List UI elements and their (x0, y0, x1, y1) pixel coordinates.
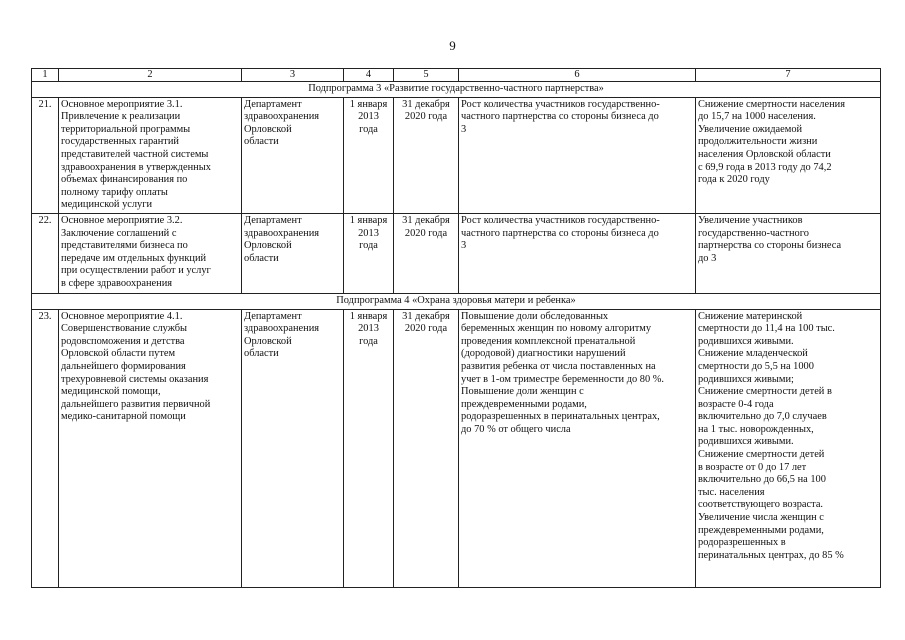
effect-cell: Снижение смертности населения до 15,7 на 1000 населения. Увеличение ожидаемой продолжительности жизни населения Орловской области с 69,9 года в 2013 году до 74,2 года к 2020 году (696, 97, 881, 213)
section-title: Подпрограмма 4 «Охрана здоровья матери и ребенка» (32, 293, 881, 309)
row-number: 21. (32, 97, 59, 213)
section-title: Подпрограмма 3 «Развитие государственно-частного партнерства» (32, 82, 881, 98)
result-cell: Рост количества участников государственно- частного партнерства со стороны бизнеса до 3 (459, 97, 696, 213)
executor-cell: Департамент здравоохранения Орловской области (242, 213, 344, 293)
start-date-cell: 1 января 2013 года (344, 309, 394, 587)
effect-cell: Снижение материнской смертности до 11,4 на 100 тыс. родившихся живыми. Снижение младенческой смертности до 5,5 на 1000 родившихся живыми; Снижение смертности детей в возрасте 0-4 года включительно до 7,0 случаев на 1 тыс. новорожденных, родившихся живыми. Снижение смертности детей в возрасте от 0 до 17 лет включительно до 66,5 на 100 тыс. населения соответствующего возраста. Увеличение числа женщин с преждевременными родами, родоразрешенных в перинатальных центрах, до 85 % (696, 309, 881, 587)
column-number-row (32, 69, 881, 82)
row-number: 22. (32, 213, 59, 293)
column-header: 6 (459, 69, 696, 82)
table-row (32, 97, 881, 213)
column-header: 2 (59, 69, 242, 82)
row-number: 23. (32, 309, 59, 587)
column-header: 7 (696, 69, 881, 82)
column-header: 1 (32, 69, 59, 82)
table-row (32, 309, 881, 587)
start-date-cell: 1 января 2013 года (344, 213, 394, 293)
effect-cell: Увеличение участников государственно-частного партнерства со стороны бизнеса до 3 (696, 213, 881, 293)
result-cell: Повышение доли обследованных беременных женщин по новому алгоритму проведения комплексной пренатальной (дородовой) диагностики нарушений развития ребенка от числа поставленных на учет в 1-ом триместре беременности до 80 %. Повышение доли женщин с преждевременными родами, родоразрешенных в перинатальных центрах, до 70 % от общего числа (459, 309, 696, 587)
executor-cell: Департамент здравоохранения Орловской области (242, 309, 344, 587)
section-row (32, 293, 881, 309)
end-date-cell: 31 декабря 2020 года (394, 97, 459, 213)
start-date-cell: 1 января 2013 года (344, 97, 394, 213)
page-number: 9 (449, 38, 456, 53)
table-row (32, 213, 881, 293)
program-table (31, 68, 881, 588)
column-header: 5 (394, 69, 459, 82)
column-header: 4 (344, 69, 394, 82)
executor-cell: Департамент здравоохранения Орловской области (242, 97, 344, 213)
event-cell: Основное мероприятие 3.2. Заключение соглашений с представителями бизнеса по передаче им отдельных функций при осуществлении работ и услуг в сфере здравоохранения (59, 213, 242, 293)
end-date-cell: 31 декабря 2020 года (394, 309, 459, 587)
column-header: 3 (242, 69, 344, 82)
section-row (32, 82, 881, 98)
event-cell: Основное мероприятие 3.1. Привлечение к реализации территориальной программы государственных гарантий представителей частной системы здравоохранения в утвержденных объемах финансирования по полному тарифу оплаты медицинской услуги (59, 97, 242, 213)
result-cell: Рост количества участников государственно- частного партнерства со стороны бизнеса до 3 (459, 213, 696, 293)
end-date-cell: 31 декабря 2020 года (394, 213, 459, 293)
event-cell: Основное мероприятие 4.1. Совершенствование службы родовспоможения и детства Орловской области путем дальнейшего формирования трехуровневой системы оказания медицинской помощи, дальнейшего развития первичной медико-санитарной помощи (59, 309, 242, 587)
